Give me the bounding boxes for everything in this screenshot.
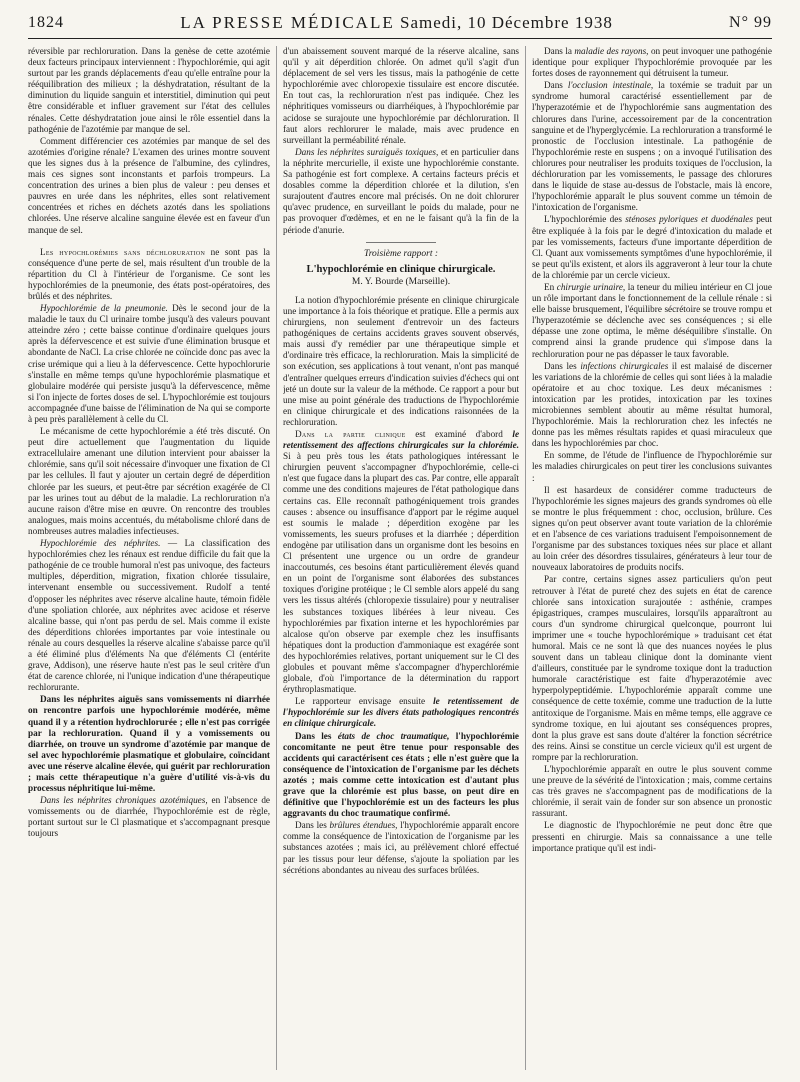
emphasis: états de choc traumatique, (337, 730, 450, 741)
paragraph (28, 303, 270, 425)
paragraph-text: et en particulier dans la néphrite mercurielle, il existe une hypochlorémie constante. Sa pathogénie est fort complexe. A certains facteurs précis et dosables comme la déperdition chlorée et la dilution, s'en surajoutent d'autres encore mal précisés. On ne doit chlorurer qu'avec prudence, en surveillant le poids du malade, pour ne pas provoquer d'œdèmes, et en ne le faisant qu'à la fin de la période d'anurie. (283, 146, 519, 235)
lead-in: Dans la partie clinique (295, 429, 406, 439)
paragraph (283, 147, 519, 236)
paragraph (532, 282, 772, 360)
paragraph (283, 731, 519, 820)
lead-in: Le rapporteur envisage ensuite (295, 696, 426, 707)
paragraph (532, 214, 772, 281)
text-column-middle (283, 46, 519, 1076)
column-divider (525, 46, 526, 1070)
emphasis: chirurgie urinaire, (556, 281, 626, 292)
paragraph (532, 361, 772, 450)
paragraph-text: Si à peu près tous les états pathologiques intéressant le chirurgien peuvent s'accompagner d'hypochlorémie, celle-ci n'est que fugace dans la plupart des cas. Par contre, elle apparaît comme une des conditions majeures de l'état pathologique dans certains cas. Elle reconnaît pathogéniquement trois grandes causes : absence ou insuffisance d'apport par le régime auquel est soumis le malade ; déperdition exogène par les vomissements, les sueurs profuses et la diarrhée ; déperdition endogène par utilisation dans un organisme dont les besoins en Cl présentent une urgence ou un ordre de grandeur inaccoutumés, ces besoins étant particulièrement élevés quand en un point de l'organisme sont élaborées des substances toxiques d'origine protéique ; le Cl semble alors appelé du sang vers les tissus altérés (chloropexie tissulaire) pour y neutraliser les substances toxiques libérées à leur niveau. Ces hypochlorémies par fixation interne et les hypochlorémies par alcalose qu'on observe par exemple chez les insuffisants hépatiques dont la production d'ammoniaque est exagérée sont des hypochlorémies relatives, portant uniquement sur le Cl des globules et pouvant même s'accompagner d'hyperchlorémie globale, d'où l'importance de la détermination du rapport érythroplasmatique. (283, 451, 519, 695)
paragraph (283, 429, 519, 695)
text-column-right (532, 46, 772, 1076)
paragraph-text: — La classification des hypochlorémies chez les rénaux est rendue difficile du fait que la pathogénie de ce trouble humoral n'est pas univoque, des facteurs multiples, déperdition, migration, fixation chlorée tissulaire, intervenant ensemble ou successivement. Rudolf a tenté d'opposer les néphrites avec réserve alcaline haute, témoin fidèle d'une spoliation chlorée, aux néphrites avec acidose et réserve alcaline basse, qui n'ont pas perdu de sel. Mais comme il existe des déperditions chlorées importantes par voie intestinale ou rénale au cours desquelles la réserve alcaline s'abaisse parce qu'il a été éliminé plus d'éléments Na que d'éléments Cl (entérite grave, Addison), une réserve haute n'est pas le seul critère d'un état de carence chlorée, ni l'unique indication d'une thérapeutique rechlorurante. (28, 538, 270, 693)
paragraph (532, 80, 772, 213)
paragraph-text: en l'absence de vomissements ou de diarrhée, l'hypochlorémie est de règle, portant surtout sur le Cl plasmatique et s'accompagnant presque toujours (28, 795, 270, 839)
emphasis: brûlures étendues, (329, 820, 398, 831)
paragraph (28, 538, 270, 693)
issue-date: Samedi, 10 Décembre 1938 (399, 13, 613, 32)
paragraph (28, 795, 270, 839)
page-number: 1824 (28, 14, 64, 31)
paragraph: Le diagnostic de l'hypochlorémie ne peut donc être que pressenti en chirurgie. Mais sa connaissance a une telle importance pratique qu'il est indi- (532, 820, 772, 853)
emphasis: le retentissement des affections chirurgicales sur la chlorémie. (283, 429, 519, 451)
issue-number: N° 99 (729, 14, 772, 31)
lead-in: Dans les (295, 820, 327, 831)
paragraph-text: la teneur du milieu intérieur en Cl joue un rôle important dans le fonctionnement de la cellule rénale : si elle baisse brusquement, l'équilibre sécrétoire se trouve rompu et l'hyperazotémie se déclenche avec ses conséquences ; si elle dépasse une zone optima, le même déséquilibre s'installe. On comprend ainsi la grande prudence qui s'impose dans la rechloruration pour ne pas dépasser le taux favorable. (532, 281, 772, 359)
emphasis: maladie des rayons, (574, 46, 649, 56)
paragraph: réversible par rechloruration. Dans la genèse de cette azotémie deux facteurs principaux interviennent : l'hypochlorémie, qui agit surtout par les grands déplacements d'eau qu'elle entraîne pour la rééquilibration des milieux ; la déshydratation, résultant de la diminution du liquide sanguin et interstitiel, diminution qui peut être considérable et influer gravement sur l'état des cellules rénales. Cette déshydratation joue ainsi le rôle essentiel dans la pathogénie de l'azotémie par manque de sel. (28, 46, 270, 134)
lead-in: L'hypochlorémie des (544, 214, 622, 225)
spacer (28, 237, 270, 247)
lead-in: Dans la (544, 46, 572, 56)
lead-in: Dans les (295, 730, 332, 741)
lead-in: Dans les (544, 360, 577, 371)
paragraph (532, 46, 772, 79)
lead-in: Les hypochlorémies sans déchloruration (40, 246, 206, 257)
paragraph (28, 247, 270, 302)
paragraph-text: la toxémie se traduit par un syndrome humoral caractérisé essentiellement par de l'hyperazotémie et de l'hypochlorémie sans augmentation des chlorures dans l'urine, accessoirement par de la concentration sanguine et de l'hyperglycémie. La rechloruration a transformé le pronostic de l'occlusion intestinale. La pathogénie de l'hypochlorémie reste en suspens ; on a invoqué l'utilisation des chlorures pour neutraliser les produits toxiques de l'occlusion, la déchloruration par les vomissements, le passage des chlorures dans le liquide de stase au-dessus de l'obstacle, mais là encore, l'hypochlorémie apparaît le plus souvent comme un témoin de l'intoxication de l'organisme. (532, 80, 772, 213)
lead-in: Dans (544, 80, 563, 91)
paragraph-text: Dès le second jour de la maladie le taux du Cl urinaire tombe jusqu'à des valeurs pouvant atteindre zéro ; cette baisse continue d'ordinaire quelques jours après la défervescence et est suivie d'une élimination brusque et abondante de NaCl. La crise chlorée ne coïncide donc pas avec la crise urémique qui a lieu à la défervescence. Cette hypochlorurie s'installe en même temps qu'une hypochlorémie plasmatique et globulaire modérée qui persiste jusqu'à la défervescence, même si l'on injecte de fortes doses de sel. L'hypochlorémie est toujours accompagnée d'une baisse de l'élimination de Na qui se comporte à peu près parallèlement à celle du Cl. (28, 303, 270, 424)
emphasis: le retentissement de l'hypochlorémie sur les divers états pathologiques rencontrés en clinique chirurgicale. (283, 696, 519, 729)
paragraph: Par contre, certains signes assez particuliers qu'on peut retrouver à l'état de pureté chez des sujets en état de carence chlorée sans intoxication surajoutée : asthénie, crampes épigastriques, crampes musculaires, lorsqu'ils apparaîtront au cours d'un syndrome chirurgical quelconque, pourront lui imprimer une « touche hypochlorémique » traduisant cet état humoral. Mais ce ne sont là que des nuances noyées le plus souvent dans un tableau clinique dont la dominante vient d'ailleurs, constituée par le syndrome toxique dont la traduction humorale caractéristique est faite d'hyperazotémie avec hyperpolypeptidémie. L'hypochlorémie apparaît comme une conséquence de cette toxémie, comme une traduction de la lutte antitoxique de l'organisme. Mais en même temps, elle aggrave ce syndrome toxique, en lui ajoutant ses conséquences propres, dont la plus grave est sans doute d'altérer la fonction sécrétrice des reins. Ainsi se constitue un cercle vicieux qu'il est urgent de rompre par la rechloruration. (532, 574, 772, 762)
subheading: Dans les néphrites chroniques azotémiques, (40, 795, 208, 806)
subheading: Hypochlorémie de la pneumonie. (40, 303, 168, 314)
paragraph: Le mécanisme de cette hypochlorémie a été très discuté. On peut dire actuellement que l'augmentation du liquide extracellulaire amenant une dilution intervient pour abaisser la chlorémie, sans qu'il soit nécessaire d'invoquer une fixation de Cl par les cellules. Il faut y ajouter un certain degré de déperdition chlorée par les sueurs, et peut-être par sécrétion exagérée de Cl par les urines tout au début de la maladie. La rechloruration n'a aucune raison d'être mise en œuvre. On rencontre des troubles analogues, mais moins accentués, du métabolisme chloré dans de nombreuses autres maladies infectieuses. (28, 426, 270, 536)
text-column-left (28, 46, 270, 1076)
paragraph-text: ne sont pas la conséquence d'une perte de sel, mais résultent d'un trouble de la répartition du Cl à l'intérieur de l'organisme. Ce sont les hypochlorémies de la pneumonie, des états post-opératoires, des brûlés et des néphrites. (28, 246, 270, 301)
page-header (28, 10, 772, 36)
section-label: Troisième rapport : (363, 248, 439, 259)
paragraph (283, 820, 519, 875)
column-divider (276, 46, 277, 1070)
paragraph: En somme, de l'étude de l'influence de l'hypochlorémie sur les maladies chirurgicales on peut tirer les conclusions suivantes : (532, 450, 772, 483)
paragraph-text: on peut invoquer une pathogénie identique pour expliquer l'hypochlorémie provoquée par les fortes doses de rayonnement qui détruisent la tumeur. (532, 46, 772, 79)
paragraph-text: peut être expliquée à la fois par le degré d'intoxication du malade et par les vomissements, facteurs d'une importante déperdition de Cl. Quant aux vomissements symptômes d'une hypochlorémie, il se peut qu'ils existent, et alors ils aggraveront à leur tour la chute de la chlorémie par un cercle vicieux. (532, 214, 772, 280)
masthead (180, 13, 613, 33)
paragraph: d'un abaissement souvent marqué de la réserve alcaline, sans qu'il y ait déperdition chlorée. On admet qu'il s'agit d'un déplacement de sel vers les tissus, mais la pathogénie de cette hypochlorémie avec chloropexie tissulaire est encore discutée. En tout cas, la rechloruration n'est pas indiquée. Chez les néphritiques vomisseurs ou diarrhéiques, à l'hypochlorémie par acidose se surajoute une hypochlorémie par déchloruration. Il faut alors rechlorurer le malade, mais avec prudence en surveillant la perméabilité rénale. (283, 46, 519, 145)
paragraph: Comment différencier ces azotémies par manque de sel des azotémies d'origine rénale? L'examen des urines montre souvent que les signes dus à la présence de l'albumine, des cylindres, mais ces signes sont inconstants et parfois trompeurs. La concentration des urines a bien plus de valeur : peu denses et pauvres en urée dans les néphrites, elles sont relativement concentrées et riches en déchets azotés dans les spoliations chlorées. Une réserve alcaline sanguine élevée est en faveur d'un manque de sel. (28, 135, 270, 235)
emphasis: sténoses pyloriques et duodénales (625, 214, 753, 225)
subheading: Hypochlorémie des néphrites. (40, 538, 161, 549)
subheading: Dans les néphrites suraiguës toxiques, (295, 146, 439, 157)
paragraph-text: il est malaisé de discerner les variations de la chlorémie de celles qui sont liées à la maladie opératoire et au choc toxique. Les deux mécanismes : intoxication par les protides, intoxication par les toxines microbiennes semblent aboutir au même résultat humoral, l'hypochlorémie. Mais la rechloruration chez les infectés ne donne pas les mêmes résultats rapides et quasi miraculeux que dans les hypochlorémies par choc. (532, 360, 772, 449)
paragraph-text: sans vomissements ni diarrhée on rencontre parfois une hypochlorémie modérée, même quand il y a rétention hydrochlorurée ; elle n'est pas corrigée par la rechloruration. Quand il y a vomissements ou diarrhée, on trouve un syndrome d'azotémie par manque de sel avec hypochlorémie plasmatique et globulaire, coïncidant avec une réserve alcaline élevée, qui guérit par rechloruration ; mais cette thérapeutique n'a guère d'utilité vis-à-vis du processus néphritique lui-même. (28, 694, 270, 794)
paragraph-text: l'hypochlorémie apparaît encore comme la conséquence de l'intoxication de l'organisme par les substances azotées ; mais ici, au prélèvement chloré effectué par les tissus pour leur défense, s'ajoute la spoliation par les sécrétions abondantes au niveau des surfaces brûlées. (283, 820, 519, 875)
paragraph (28, 694, 270, 794)
emphasis: l'occlusion intestinale, (567, 80, 654, 91)
paragraph: Il est hasardeux de considérer comme traducteurs de l'hypochlorémie les signes majeurs des grands syndromes où elle se montre le plus fréquemment : choc, occlusion, brûlure. Ces signes qu'on peut observer avant toute variation de la chlorémie et en l'absence de ces variations traduisent l'empoisonnement de l'organisme par des substances toxiques nées sur place et allant au loin créer des désordres tissulaires, générateurs à leur tour de nouveaux laboratoires de produits nocifs. (532, 484, 772, 573)
paragraph: La notion d'hypochlorémie présente en clinique chirurgicale une importance à la fois théorique et pratique. Elle a permis aux chirurgiens, non seulement d'entrevoir un des facteurs pathogéniques de certains accidents graves souvent observés, mais aussi d'y remédier par une thérapeutique simple et d'ordinaire très efficace, la rechloruration. Mais la simplicité de son exécution, ses applications à tout venant, n'ont pas manqué d'entraîner quelques erreurs d'indication suivies d'échecs qui ont jeté un doute sur la valeur de la méthode. Ce rapport a pour but une mise au point générale des traductions de l'hypochlorémie en clinique chirurgicale et des indications raisonnées de la rechloruration. (283, 294, 519, 427)
emphasis: infections chirurgicales (580, 360, 669, 371)
paragraph-text: est examiné d'abord (415, 429, 503, 439)
lead-in: En (544, 281, 555, 292)
journal-title: LA PRESSE MÉDICALE (180, 13, 395, 32)
section-title: L'hypochlorémie en clinique chirurgicale. (306, 263, 496, 275)
header-rule (28, 38, 772, 39)
paragraph-text: l'hypochlorémie concomitante ne peut être tenue pour responsable des accidents qui caractérisent ces états ; elle n'est guère que la conséquence de l'intoxication de l'organisme par les déchets azotés ; mais comme cette intoxication est d'autant plus grave que la chlorémie est plus basse, on peut dire en définitive que l'hypochlorémie est un des facteurs les plus aggravants du choc traumatique confirmé. (283, 730, 519, 819)
paragraph (283, 696, 519, 729)
lead-in: Dans les néphrites aiguës (40, 694, 143, 705)
paragraph: L'hypochlorémie apparaît en outre le plus souvent comme une preuve de la sévérité de l'intoxication ; mais, comme certains cas très graves ne s'accompagnent pas de modifications de la chlorémie, il serait vain de fonder sur son absence un pronostic rassurant. (532, 764, 772, 819)
section-author: M. Y. Bourde (Marseille). (351, 276, 451, 287)
section-divider (366, 242, 436, 243)
